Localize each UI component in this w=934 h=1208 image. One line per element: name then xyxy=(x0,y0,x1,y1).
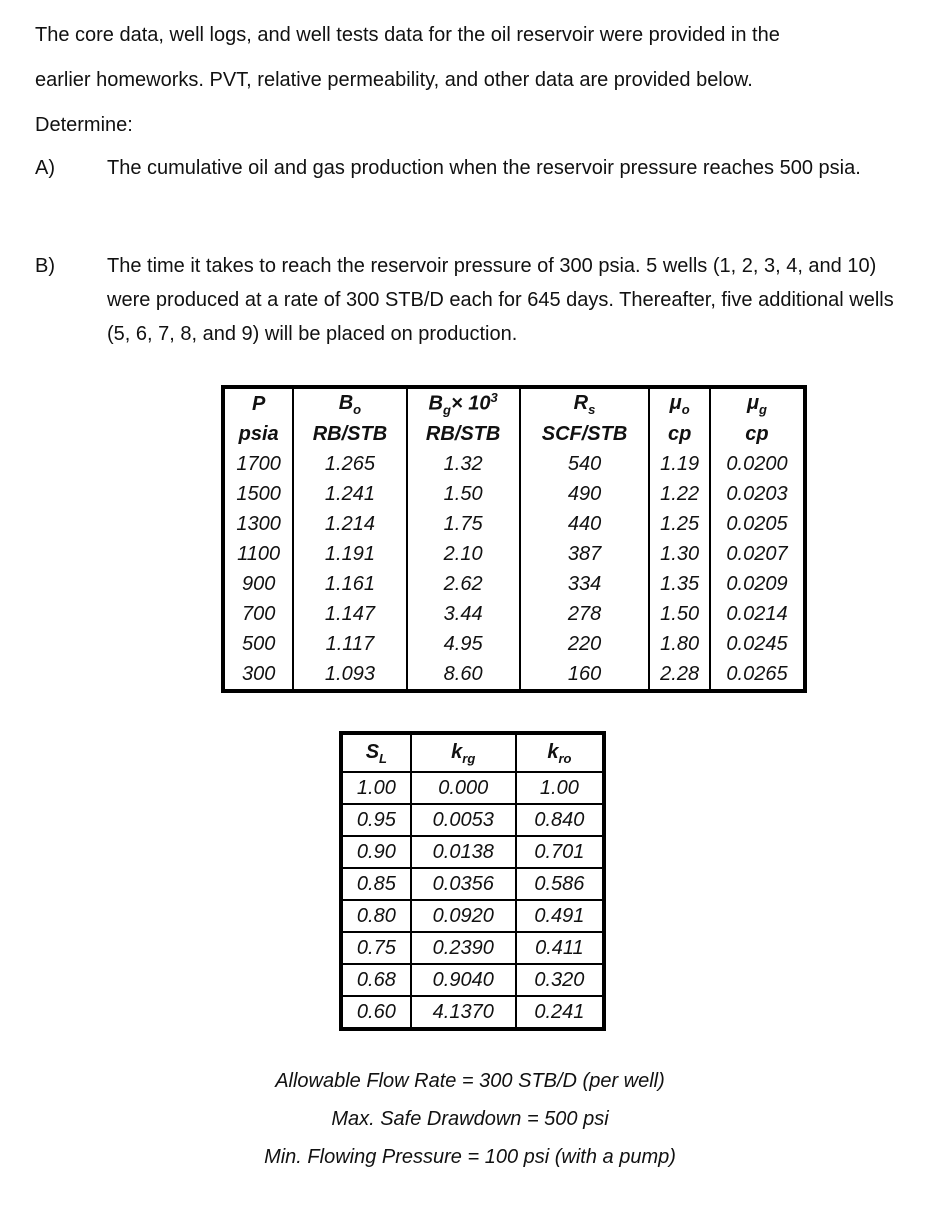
relperm-header-sl: $S_L$ xyxy=(341,733,411,772)
table-cell: 220 xyxy=(520,629,650,659)
table-cell: 0.586 xyxy=(516,868,604,900)
table-cell: 700 xyxy=(223,599,293,629)
question-b-label: B) xyxy=(35,255,55,277)
table-cell: 1.50 xyxy=(407,479,520,509)
pvt-unit: cp xyxy=(710,419,805,449)
question-a-text: The cumulative oil and gas production when the reservoir pressure reaches 500 psia. xyxy=(107,157,861,179)
question-a-label: A) xyxy=(35,157,55,179)
pvt-row xyxy=(223,479,805,509)
relperm-body xyxy=(341,772,604,1029)
relperm-row xyxy=(341,900,604,932)
relperm-table xyxy=(339,731,606,1031)
table-cell: 1700 xyxy=(223,449,293,479)
table-cell: 1.35 xyxy=(649,569,710,599)
table-cell: 0.0207 xyxy=(710,539,805,569)
table-cell: 500 xyxy=(223,629,293,659)
table-cell: 0.0265 xyxy=(710,659,805,691)
relperm-row xyxy=(341,836,604,868)
table-cell: 1.147 xyxy=(293,599,406,629)
relperm-row xyxy=(341,804,604,836)
pvt-row xyxy=(223,659,805,691)
table-cell: 0.840 xyxy=(516,804,604,836)
pvt-header-mug: $\mu_g$ xyxy=(710,387,805,419)
pvt-unit: psia xyxy=(223,419,293,449)
pvt-unit: RB/STB xyxy=(407,419,520,449)
table-cell: 1.25 xyxy=(649,509,710,539)
table-cell: 3.44 xyxy=(407,599,520,629)
table-cell: 2.10 xyxy=(407,539,520,569)
intro-line-2: earlier homeworks. PVT, relative permeability, and other data are provided below. xyxy=(35,69,753,91)
table-cell: 160 xyxy=(520,659,650,691)
table-cell: 0.0214 xyxy=(710,599,805,629)
pvt-row xyxy=(223,449,805,479)
table-cell: 1.117 xyxy=(293,629,406,659)
table-cell: 1.241 xyxy=(293,479,406,509)
table-cell: 0.0138 xyxy=(411,836,516,868)
relperm-row xyxy=(341,964,604,996)
table-cell: 1.19 xyxy=(649,449,710,479)
table-cell: 4.95 xyxy=(407,629,520,659)
table-cell: 0.701 xyxy=(516,836,604,868)
table-cell: 490 xyxy=(520,479,650,509)
pvt-unit: cp xyxy=(649,419,710,449)
table-cell: 0.85 xyxy=(341,868,411,900)
table-cell: 1.50 xyxy=(649,599,710,629)
table-cell: 8.60 xyxy=(407,659,520,691)
relperm-row xyxy=(341,932,604,964)
table-cell: 1.75 xyxy=(407,509,520,539)
table-cell: 0.491 xyxy=(516,900,604,932)
table-cell: 1.00 xyxy=(341,772,411,804)
pvt-header-muo: $\mu_o$ xyxy=(649,387,710,419)
table-cell: 1100 xyxy=(223,539,293,569)
pvt-header-bo: $B_o$ xyxy=(293,387,406,419)
pvt-header-bg: $B_g\times 10^3$ xyxy=(407,387,520,419)
table-cell: 0.241 xyxy=(516,996,604,1029)
table-cell: 1.191 xyxy=(293,539,406,569)
pvt-row xyxy=(223,629,805,659)
table-cell: 387 xyxy=(520,539,650,569)
table-cell: 4.1370 xyxy=(411,996,516,1029)
table-cell: 900 xyxy=(223,569,293,599)
table-cell: 1.00 xyxy=(516,772,604,804)
table-cell: 0.0920 xyxy=(411,900,516,932)
pvt-body xyxy=(223,449,805,691)
table-cell: 1.30 xyxy=(649,539,710,569)
intro-line-3: Determine: xyxy=(35,114,133,136)
table-cell: 300 xyxy=(223,659,293,691)
table-cell: 0.80 xyxy=(341,900,411,932)
pvt-row xyxy=(223,569,805,599)
operating-constraints xyxy=(200,1062,740,1176)
table-cell: 440 xyxy=(520,509,650,539)
table-cell: 1.214 xyxy=(293,509,406,539)
pvt-table xyxy=(221,385,807,693)
table-cell: 0.0205 xyxy=(710,509,805,539)
table-cell: 540 xyxy=(520,449,650,479)
pvt-header-row xyxy=(223,387,805,419)
pvt-row xyxy=(223,539,805,569)
max-safe-drawdown: Max. Safe Drawdown = 500 psi xyxy=(331,1108,609,1130)
intro-line-1: The core data, well logs, and well tests data for the oil reservoir were provided in the xyxy=(35,24,780,46)
pvt-unit: RB/STB xyxy=(293,419,406,449)
question-b-text: The time it takes to reach the reservoir pressure of 300 psia. 5 wells (1, 2, 3, 4, and 10) were produced at a rate of 300 STB/D each for 645 days. Thereafter, five additional wells (5, 6, 7, 8, and 9) will be placed on production. xyxy=(107,255,894,345)
pvt-units-row xyxy=(223,419,805,449)
table-cell: 1.093 xyxy=(293,659,406,691)
table-cell: 0.68 xyxy=(341,964,411,996)
table-cell: 0.95 xyxy=(341,804,411,836)
table-cell: 1300 xyxy=(223,509,293,539)
table-cell: 1.265 xyxy=(293,449,406,479)
table-cell: 0.320 xyxy=(516,964,604,996)
allowable-flow-rate: Allowable Flow Rate = 300 STB/D (per well) xyxy=(275,1070,665,1092)
relperm-header-row xyxy=(341,733,604,772)
table-cell: 0.90 xyxy=(341,836,411,868)
pvt-header-rs: $R_s$ xyxy=(520,387,650,419)
table-cell: 0.75 xyxy=(341,932,411,964)
table-cell: 0.411 xyxy=(516,932,604,964)
table-cell: 1.80 xyxy=(649,629,710,659)
table-cell: 0.0203 xyxy=(710,479,805,509)
table-cell: 1.22 xyxy=(649,479,710,509)
relperm-row xyxy=(341,772,604,804)
table-cell: 0.0245 xyxy=(710,629,805,659)
table-cell: 0.0209 xyxy=(710,569,805,599)
relperm-row xyxy=(341,868,604,900)
pvt-unit: SCF/STB xyxy=(520,419,650,449)
table-cell: 0.0356 xyxy=(411,868,516,900)
table-cell: 0.9040 xyxy=(411,964,516,996)
relperm-header-kro: $k_{ro}$ xyxy=(516,733,604,772)
table-cell: 278 xyxy=(520,599,650,629)
table-cell: 334 xyxy=(520,569,650,599)
table-cell: 0.2390 xyxy=(411,932,516,964)
table-cell: 2.28 xyxy=(649,659,710,691)
pvt-header-p: P xyxy=(223,387,293,419)
table-cell: 1.32 xyxy=(407,449,520,479)
min-flowing-pressure: Min. Flowing Pressure = 100 psi (with a pump) xyxy=(264,1146,676,1168)
relperm-row xyxy=(341,996,604,1029)
pvt-row xyxy=(223,599,805,629)
table-cell: 2.62 xyxy=(407,569,520,599)
table-cell: 0.0200 xyxy=(710,449,805,479)
table-cell: 0.60 xyxy=(341,996,411,1029)
pvt-row xyxy=(223,509,805,539)
relperm-header-krg: $k_{rg}$ xyxy=(411,733,516,772)
table-cell: 0.0053 xyxy=(411,804,516,836)
table-cell: 1.161 xyxy=(293,569,406,599)
table-cell: 0.000 xyxy=(411,772,516,804)
table-cell: 1500 xyxy=(223,479,293,509)
